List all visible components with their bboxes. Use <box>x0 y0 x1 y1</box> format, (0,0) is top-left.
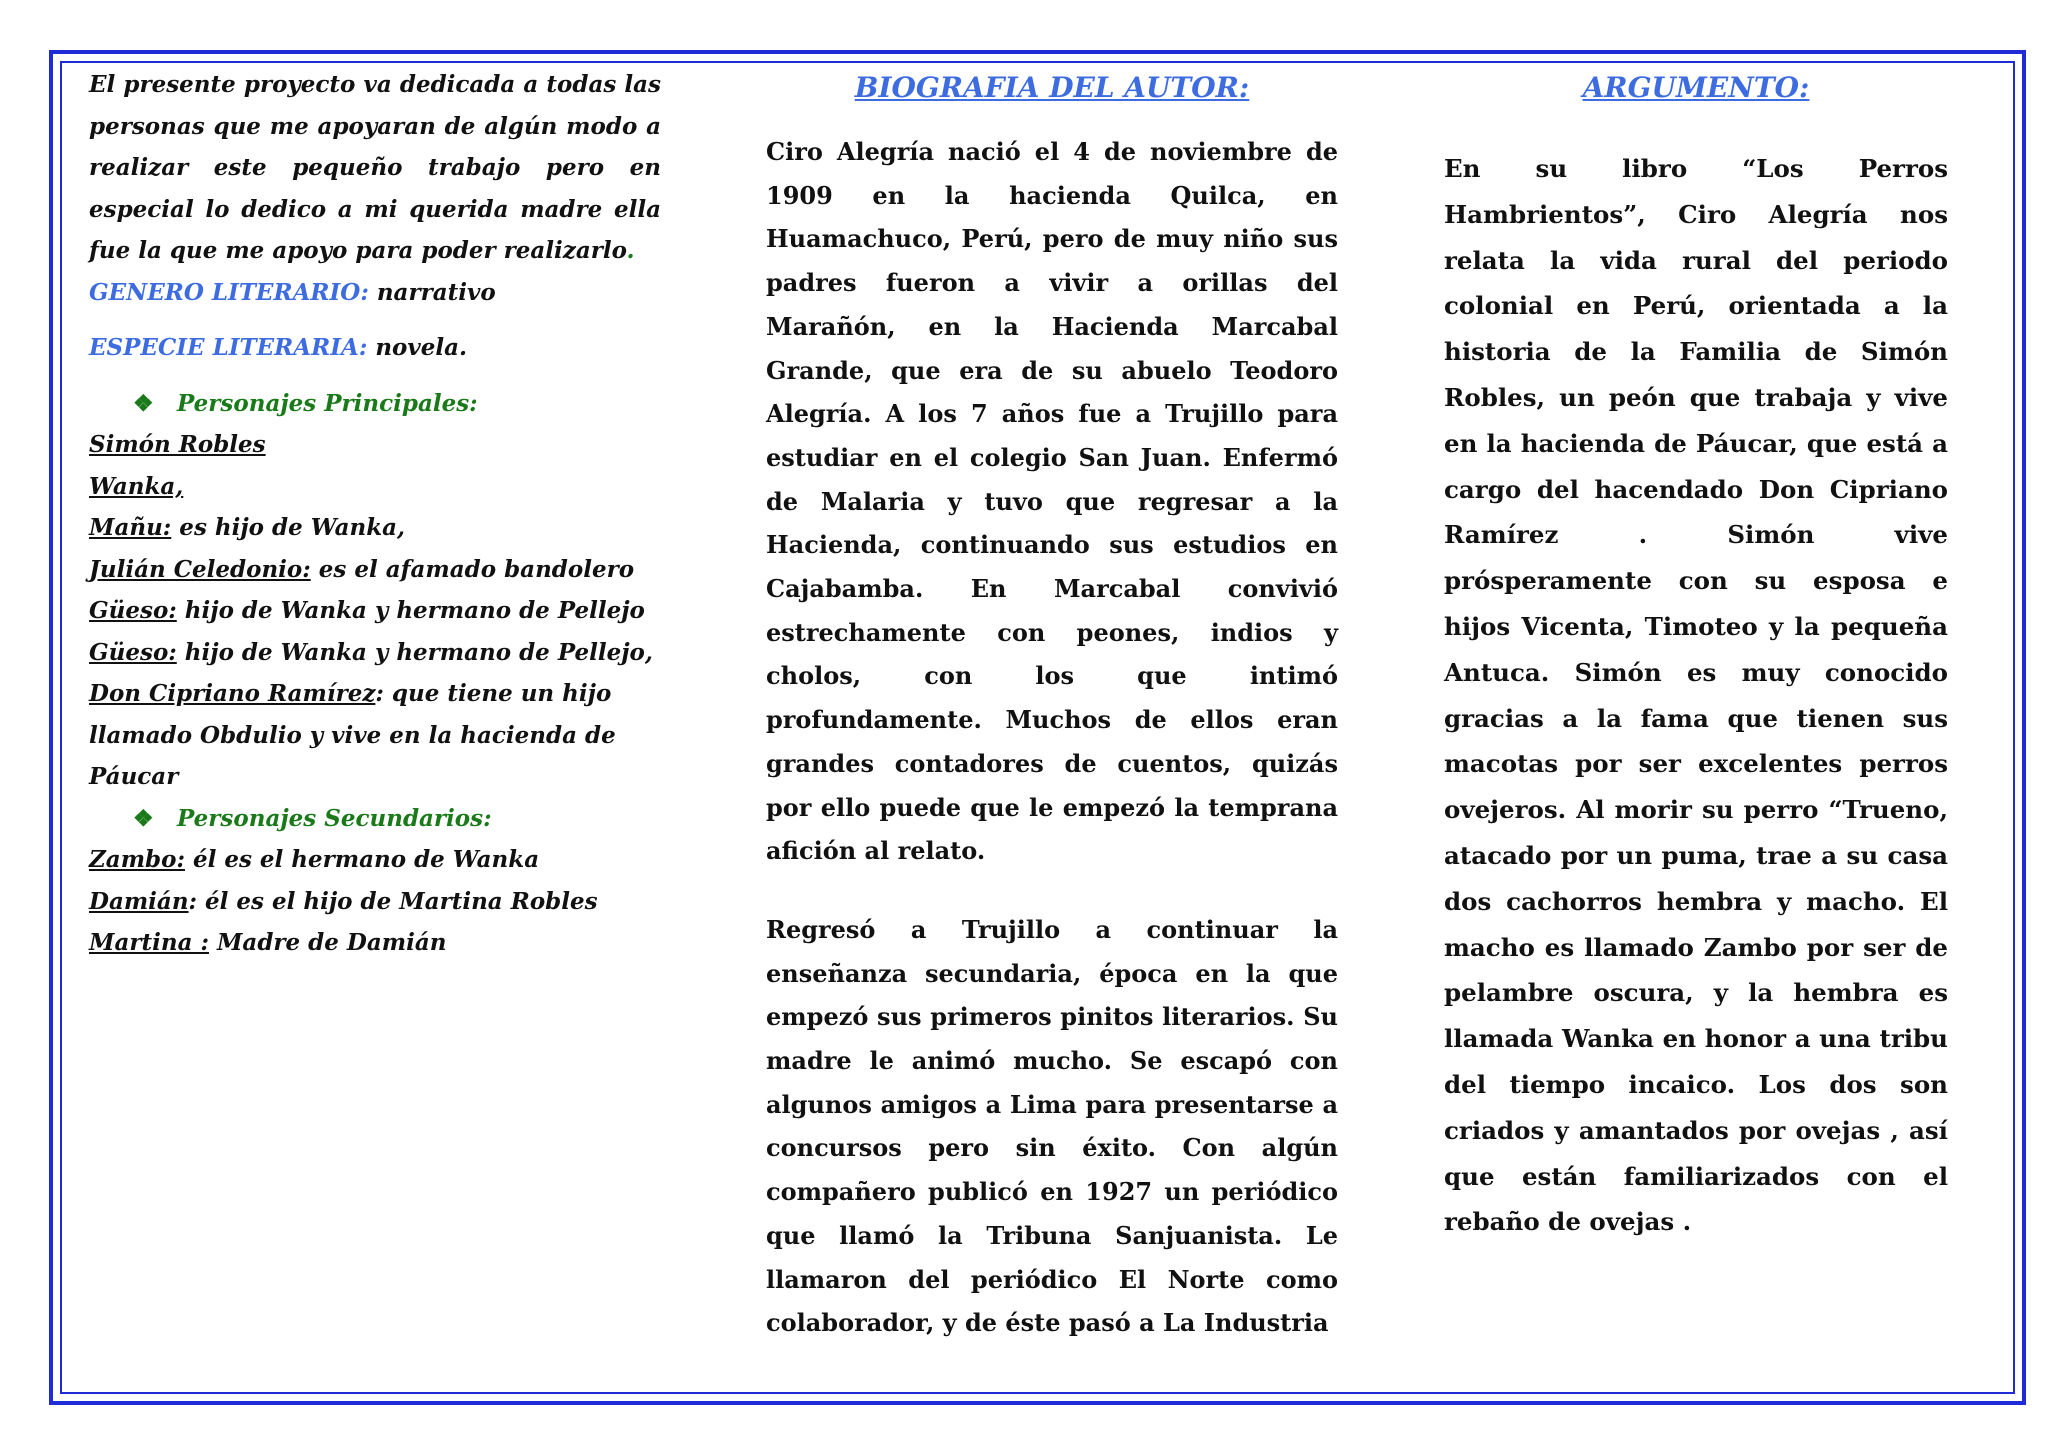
main-characters-list <box>89 424 661 798</box>
character-name: Zambo: <box>89 846 185 873</box>
argument-column <box>1444 64 1948 1245</box>
bullet-icon: ❖ <box>133 804 154 832</box>
species-value: novela. <box>367 334 468 361</box>
genre-line <box>89 272 661 314</box>
biography-paragraph-2: Regresó a Trujillo a continuar la enseñanza secundaria, época en la que empezó sus primeros pinitos literarios. Su madre le animó mucho. Se escapó con algunos amigos a Lima para presentarse a concursos pero sin éxito. Con algún compañero publicó en 1927 un periódico que llamó la Tribuna Sanjuanista. Le llamaron del periódico El Norte como colaborador, y de éste pasó a La Industria <box>766 914 1338 1338</box>
main-heading-text: Personajes Principales: <box>177 389 478 417</box>
argument-paragraph: En su libro “Los Perros Hambrientos”, Ciro Alegría nos relata la vida rural del periodo colonial en Perú, orientada a la historia de la Familia de Simón Robles, un peón que trabaja y vive en la hacienda de Páucar, que está a cargo del hacendado Don Cipriano Ramírez . Simón vive prósperamente con su esposa e hijos Vicenta, Timoteo y la pequeña Antuca. Simón es muy conocido gracias a la fama que tienen sus macotas por ser excelentes perros ovejeros. Al morir su perro “Trueno, atacado por un puma, trae a su casa dos cachorros hembra y macho. El macho es llamado Zambo por ser de pelambre oscura, y la hembra es llamada Wanka en honor a una tribu del tiempo incaico. Los dos son criados y amantados por ovejas , así que están familiarizados con el rebaño de ovejas . <box>1444 154 1948 1237</box>
character-item <box>89 839 661 881</box>
left-column <box>89 64 661 964</box>
secondary-characters-heading <box>89 798 661 840</box>
dedication-end: . <box>626 237 635 264</box>
character-desc: hijo de Wanka y hermano de Pellejo, <box>176 638 653 666</box>
character-item <box>89 466 661 508</box>
biography-paragraph-1: Ciro Alegría nació el 4 de noviembre de 1909 en la hacienda Quilca, en Huamachuco, Perú, pero de muy niño sus padres fueron a vivir a orillas del Marañón, en la Hacienda Marcabal Grande, que era de su abuelo Teodoro Alegría. A los 7 años fue a Trujillo para estudiar en el colegio San Juan. Enfermó de Malaria y tuvo que regresar a la Hacienda, continuando sus estudios en Cajabamba. En Marcabal convivió estrechamente con peones, indios y cholos, con los que intimó profundamente. Muchos de ellos eran grandes contadores de cuentos, quizás por ello puede que le empezó la temprana afición al relato. <box>766 137 1338 866</box>
character-item <box>89 424 661 466</box>
character-desc: es el afamado bandolero <box>310 555 635 583</box>
character-name: Julián Celedonio: <box>89 555 311 583</box>
character-desc: él es el hermano de Wanka <box>184 846 540 873</box>
genre-label: GENERO LITERARIO: <box>89 278 369 306</box>
main-characters-heading <box>89 383 661 425</box>
character-name: Damián <box>89 887 189 915</box>
character-desc: : él es el hijo de Martina Robles <box>188 887 598 915</box>
character-name: Güeso: <box>89 638 177 666</box>
bullet-icon: ❖ <box>133 389 154 417</box>
character-item <box>89 881 661 923</box>
character-desc: Madre de Damián <box>208 929 447 956</box>
character-name: Mañu: <box>89 514 172 541</box>
character-item <box>89 590 661 632</box>
character-item <box>89 673 661 798</box>
biography-title: BIOGRAFIA DEL AUTOR: <box>854 71 1250 104</box>
character-item <box>89 922 661 964</box>
character-name: Wanka, <box>89 472 184 500</box>
character-desc: es hijo de Wanka, <box>171 514 406 541</box>
character-item <box>89 549 661 591</box>
character-item <box>89 507 661 549</box>
secondary-characters-list <box>89 839 661 964</box>
argument-title: ARGUMENTO: <box>1582 71 1810 104</box>
species-label: ESPECIE LITERARIA: <box>89 334 368 361</box>
character-desc: hijo de Wanka y hermano de Pellejo <box>176 597 645 624</box>
dedication-paragraph <box>89 64 661 272</box>
character-item <box>89 632 661 674</box>
biography-column <box>766 64 1338 1345</box>
character-name: Martina : <box>89 929 209 956</box>
secondary-heading-text: Personajes Secundarios: <box>177 804 492 832</box>
genre-value: narrativo <box>368 278 496 306</box>
character-name: Güeso: <box>89 597 177 624</box>
character-name: Simón Robles <box>89 431 266 458</box>
character-name: Don Cipriano Ramírez <box>89 680 376 707</box>
species-line <box>89 327 661 369</box>
character-desc: : que tiene un hijo llamado Obdulio y vive en la hacienda de Páucar <box>89 680 616 790</box>
dedication-text: El presente proyecto va dedicada a todas las personas que me apoyaran de algún modo a realizar este pequeño trabajo pero en especial lo dedico a mi querida madre ella fue la que me apoyo para poder realizarlo <box>89 71 661 264</box>
